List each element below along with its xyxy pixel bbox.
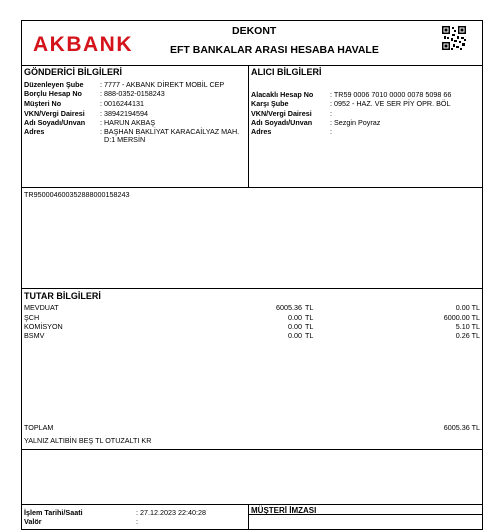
amount-label: MEVDUAT [24, 303, 59, 312]
amount-mid-currency: TL [305, 331, 314, 340]
receiver-value: : [330, 127, 332, 136]
valor-label: Valör [24, 517, 42, 526]
total-in-words: YALNIZ ALTIBİN BEŞ TL OTUZALTI KR [24, 436, 152, 445]
receiver-label: Karşı Şube [251, 99, 289, 108]
divider [21, 65, 483, 66]
sender-address-line2: D:1 MERSİN [104, 135, 146, 144]
sender-value: : BAŞHAN BAKLİYAT KARACAİLYAZ MAH. [100, 127, 240, 136]
divider [21, 187, 483, 188]
receiver-value: : Sezgin Poyraz [330, 118, 381, 127]
receiver-label: Adres [251, 127, 272, 136]
sender-label: Adres [24, 127, 45, 136]
receiver-label: VKN/Vergi Dairesi [251, 109, 312, 118]
amount-mid-value: 0.00 [288, 313, 302, 322]
sender-value: : 7777 - AKBANK DİREKT MOBİL CEP [100, 80, 225, 89]
valor-value: : [136, 517, 138, 526]
amounts-section-title: TUTAR BİLGİLERİ [24, 291, 101, 301]
amount-mid-value: 6005.36 [276, 303, 302, 312]
receiver-label: Adı Soyadı/Unvan [251, 118, 313, 127]
document-subtitle: EFT BANKALAR ARASI HESABA HAVALE [170, 44, 379, 56]
receiver-value: : TR59 0006 7010 0000 0078 5098 66 [330, 90, 452, 99]
transaction-date-value: : 27.12.2023 22:40:28 [136, 508, 206, 517]
sender-label: Müşteri No [24, 99, 62, 108]
transaction-description: TR950004600352888000158243 [24, 190, 130, 199]
sender-value: : 0016244131 [100, 99, 144, 108]
receiver-section-title: ALICI BİLGİLERİ [251, 67, 322, 77]
transaction-date-label: İşlem Tarihi/Saati [24, 508, 83, 517]
sender-section-title: GÖNDERİCİ BİLGİLERİ [24, 67, 123, 77]
receiver-value: : [330, 109, 332, 118]
amount-mid-currency: TL [305, 313, 314, 322]
qr-code-icon [441, 25, 467, 51]
divider [21, 449, 483, 450]
amount-mid-value: 0.00 [288, 331, 302, 340]
amount-label: BSMV [24, 331, 45, 340]
receiver-value: : 0952 - HAZ. VE SER PİY OPR. BÖL [330, 99, 451, 108]
amount-label: ŞCH [24, 313, 40, 322]
amount-mid-currency: TL [305, 303, 314, 312]
amount-label: KOMİSYON [24, 322, 63, 331]
customer-signature-title: MÜŞTERİ İMZASI [251, 506, 317, 515]
amount-right-value: 0.26 TL [455, 331, 480, 340]
amount-right-value: 5.10 TL [455, 322, 480, 331]
sender-label: Adı Soyadı/Unvan [24, 118, 86, 127]
divider [21, 504, 483, 505]
amount-right-value: 0.00 TL [455, 303, 480, 312]
document-title: DEKONT [232, 25, 277, 37]
amount-mid-value: 0.00 [288, 322, 302, 331]
sender-value: : 888-0352-0158243 [100, 89, 165, 98]
column-divider [248, 504, 249, 530]
total-label: TOPLAM [24, 423, 54, 432]
bank-logo: AKBANK [33, 33, 133, 56]
receiver-label: Alacaklı Hesap No [251, 90, 314, 99]
total-value: 6005.36 TL [443, 423, 480, 432]
sender-label: Borçlu Hesap No [24, 89, 82, 98]
sender-label: Düzenleyen Şube [24, 80, 84, 89]
sender-value: : 38942194594 [100, 109, 148, 118]
sender-label: VKN/Vergi Dairesi [24, 109, 85, 118]
divider [21, 288, 483, 289]
amount-right-value: 6000.00 TL [443, 313, 480, 322]
sender-value: : HARUN AKBAŞ [100, 118, 156, 127]
amount-mid-currency: TL [305, 322, 314, 331]
column-divider [248, 65, 249, 187]
